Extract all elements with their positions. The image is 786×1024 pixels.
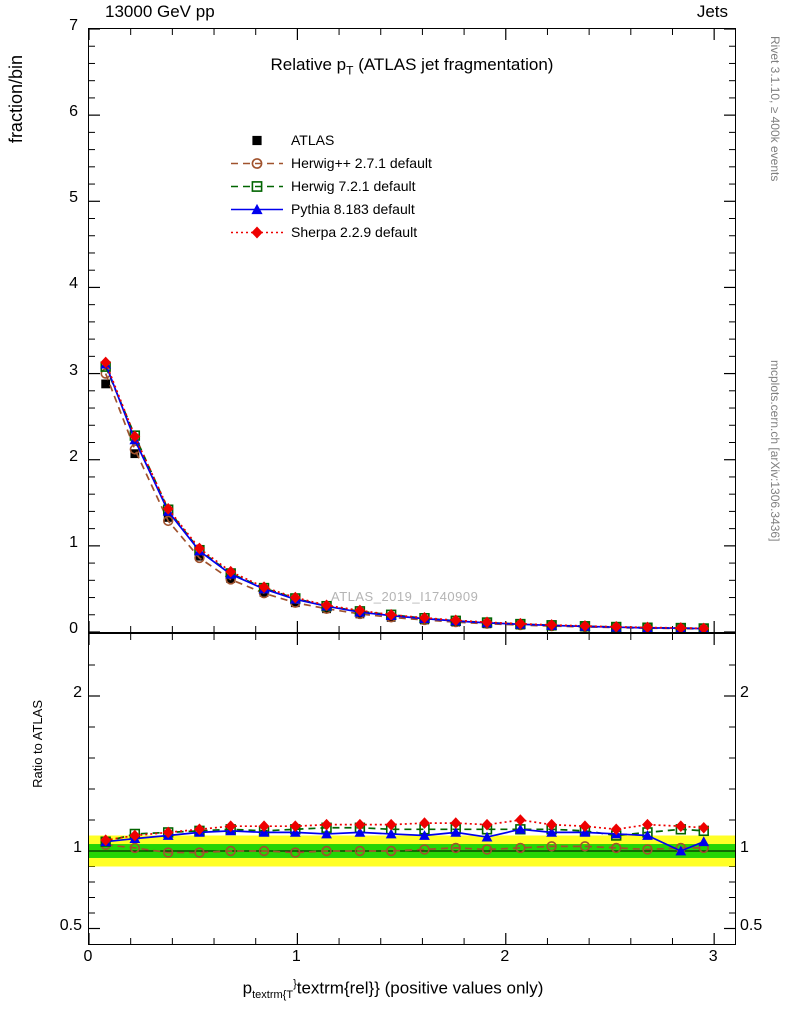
x-tick-1: 1 [291,948,301,965]
y-tick-main-7: 7 [69,17,78,34]
legend-marker-triangle [229,198,285,221]
y-tick-main-3: 3 [69,361,78,379]
y-axis-label-ratio: Ratio to ATLAS [30,700,45,788]
y-tick-ratio-right-0.5: 0.5 [740,916,763,934]
x-axis-label-sub: textrm{T [252,989,294,1002]
x-axis-label-main: p [242,978,253,998]
main-plot-canvas [89,29,735,632]
y-tick-ratio-0.5: 0.5 [59,916,82,934]
plot-title-main: Relative p [270,55,347,74]
x-tick-0: 0 [83,948,93,965]
legend [229,129,432,244]
y-tick-ratio-2: 2 [73,684,82,701]
main-plot-panel [88,28,736,633]
header-beam-label: 13000 GeV pp [105,2,215,21]
legend-item [229,152,432,175]
mcplots-arxiv-label: mcplots.cern.ch [arXiv:1306.3436] [768,360,782,542]
y-tick-main-6: 6 [69,103,78,121]
y-tick-main-4: 4 [69,275,78,293]
y-tick-main-0: 0 [69,620,78,637]
x-tick-3: 3 [708,948,718,965]
legend-item [229,221,432,244]
legend-marker-square [229,129,285,152]
legend-label: Herwig++ 2.7.1 default [291,155,432,171]
legend-item [229,129,432,152]
x-axis-label [0,978,786,1001]
legend-label: ATLAS [291,132,335,148]
legend-marker-diamond [229,221,285,244]
ratio-plot-panel [88,633,736,945]
ratio-plot-canvas [89,634,735,944]
y-tick-ratio-right-2: 2 [740,684,749,701]
y-tick-ratio-right-1: 1 [740,839,749,856]
x-axis-label-sup: } [293,978,297,990]
legend-label: Pythia 8.183 default [291,201,415,217]
x-axis-label-rest: textrm{rel}} (positive values only) [296,978,544,998]
legend-marker-square-open [229,175,285,198]
y-tick-main-2: 2 [69,447,78,465]
y-tick-main-5: 5 [69,189,78,207]
y-tick-ratio-1: 1 [73,839,82,856]
legend-marker-circle-open [229,152,285,175]
legend-label: Sherpa 2.2.9 default [291,224,418,240]
plot-title-sub: T [346,63,354,78]
header-process-label: Jets [696,2,728,21]
rivet-version-label: Rivet 3.1.10, ≥ 400k events [768,36,782,182]
plot-title-tail: (ATLAS jet fragmentation) [353,55,554,74]
analysis-watermark: ATLAS_2019_I1740909 [331,589,479,604]
plot-title [89,55,735,77]
x-tick-2: 2 [500,948,510,965]
legend-item [229,198,432,221]
legend-label: Herwig 7.2.1 default [291,178,416,194]
y-axis-label-main: fraction/bin [6,55,26,144]
y-tick-main-1: 1 [69,533,78,551]
legend-item [229,175,432,198]
